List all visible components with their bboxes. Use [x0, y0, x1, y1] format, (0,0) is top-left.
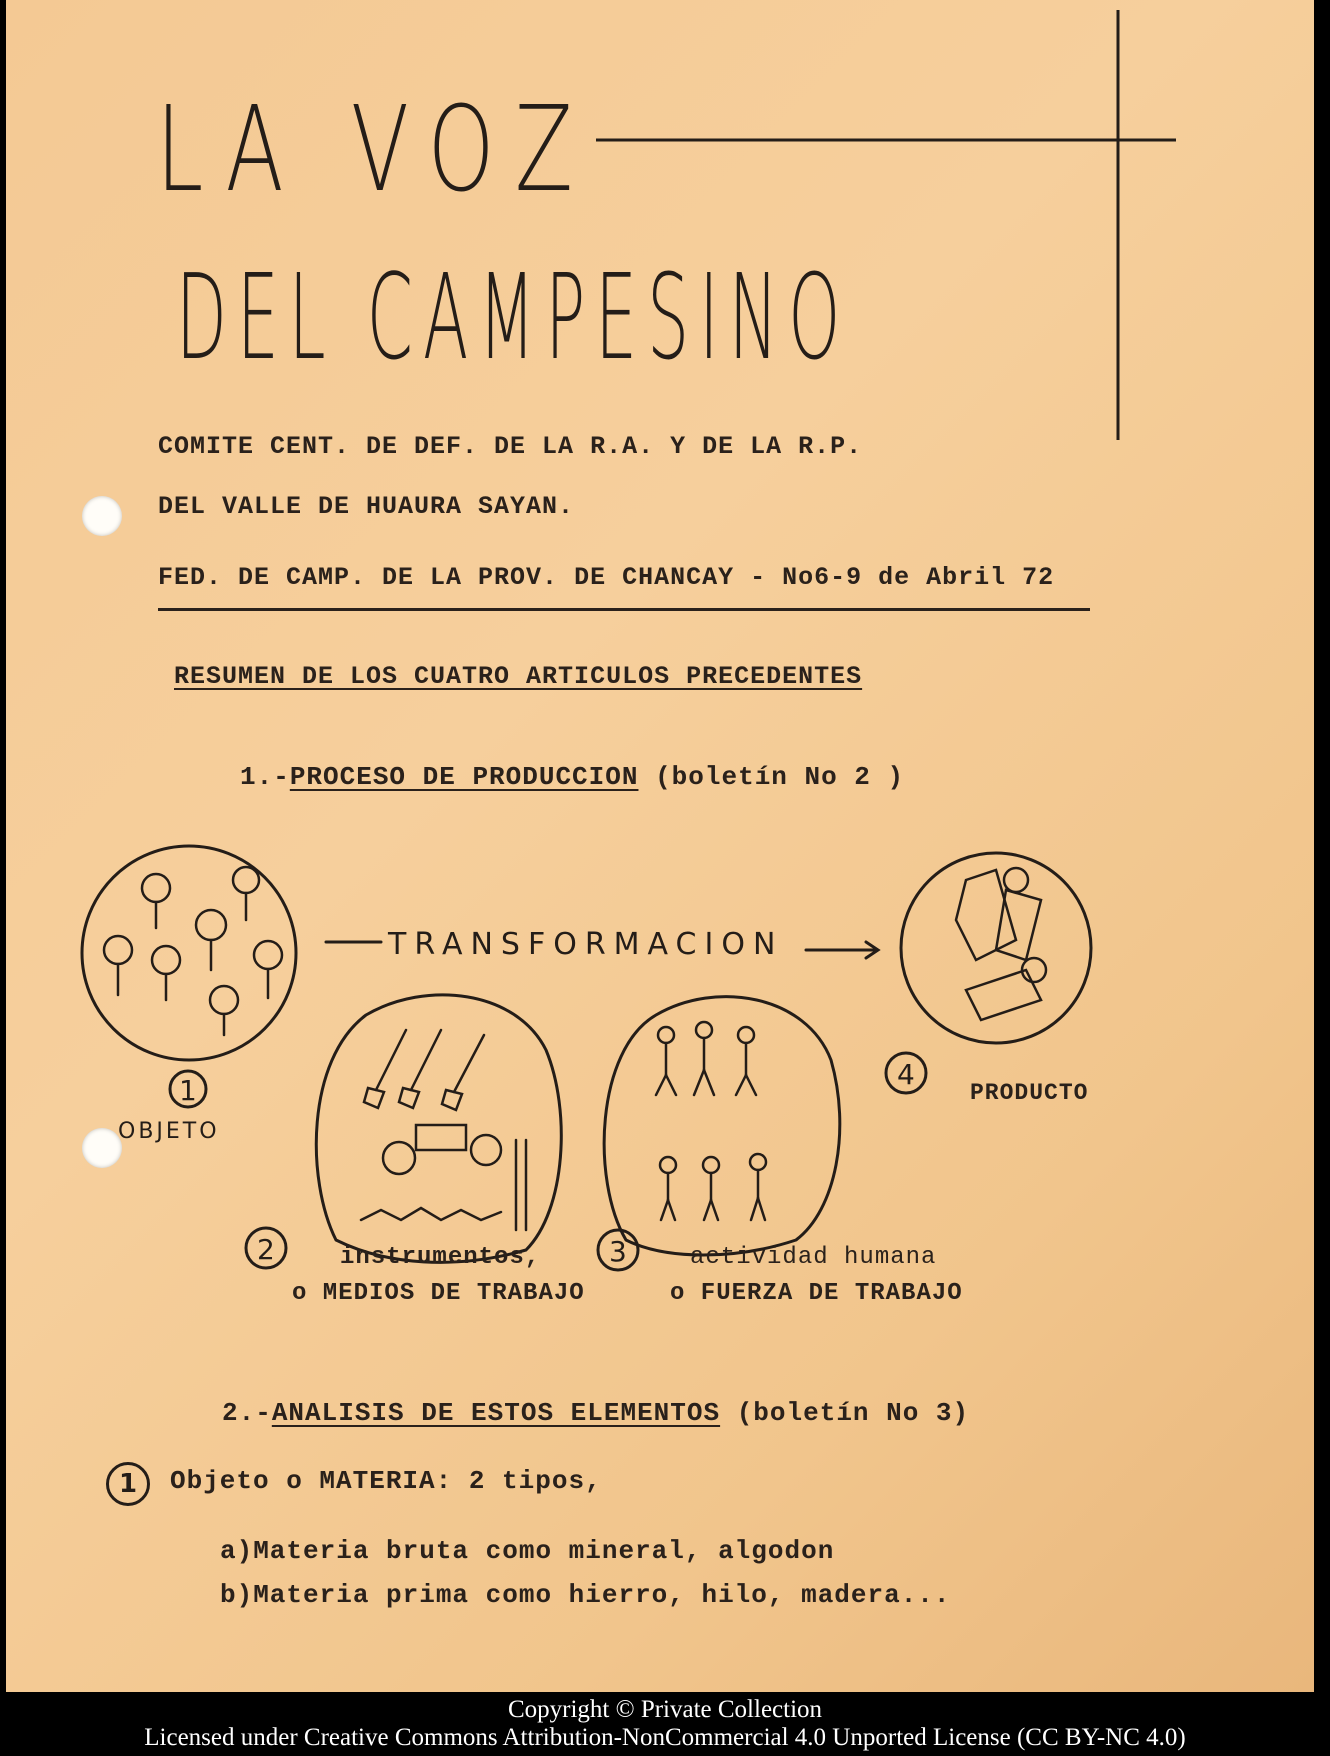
masthead-line1: LA VOZ	[156, 80, 594, 218]
tools-icon	[361, 1030, 526, 1230]
item1-b: b)Materia prima como hierro, hilo, madera...	[220, 1580, 951, 1610]
header-line1: COMITE CENT. DE DEF. DE LA R.A. Y DE LA R.P.	[158, 432, 863, 461]
workers-icon	[656, 1022, 766, 1220]
objeto-circle	[82, 846, 296, 1060]
trees-icon	[104, 867, 282, 1035]
punch-hole-top	[82, 496, 122, 536]
number-4: 4	[897, 1058, 915, 1091]
header-rule	[158, 608, 1090, 611]
masthead-cross-lines	[6, 0, 1314, 460]
section2-title: ANALISIS DE ESTOS ELEMENTOS	[271, 1398, 721, 1428]
header-line3: FED. DE CAMP. DE LA PROV. DE CHANCAY - No6-9 de Abril 72	[158, 563, 1055, 592]
actividad-bubble	[604, 997, 840, 1255]
section2-ref: (boletín No 3)	[736, 1398, 970, 1428]
instrumentos-label: instrumentos,	[340, 1244, 541, 1271]
item1-a: a)Materia bruta como mineral, algodon	[220, 1536, 835, 1566]
product-icon	[956, 868, 1046, 1020]
transformation-label: TRANSFORMACION	[388, 927, 784, 962]
item1-number-circle	[106, 1462, 150, 1506]
section1-ref: (boletín No 2 )	[655, 762, 905, 792]
section2-heading	[222, 1398, 969, 1428]
actividad-label: actividad humana	[690, 1244, 937, 1271]
item1-number: 1	[118, 1469, 138, 1499]
section2-number: 2.-	[222, 1398, 272, 1428]
production-diagram	[6, 830, 1314, 1350]
summary-title: RESUMEN DE LOS CUATRO ARTICULOS PRECEDENTES	[174, 662, 863, 691]
license-line: Licensed under Creative Commons Attribution-NonCommercial 4.0 Unported License (CC BY-NC 4.0)	[144, 1724, 1186, 1751]
medios-label: o MEDIOS DE TRABAJO	[292, 1280, 585, 1307]
section1-title: PROCESO DE PRODUCCION	[289, 762, 639, 792]
section1-heading	[240, 762, 904, 792]
objeto-label: OBJETO	[118, 1119, 220, 1144]
section1-number: 1.-	[240, 762, 290, 792]
number-1: 1	[179, 1074, 197, 1107]
header-line2: DEL VALLE DE HUAURA SAYAN.	[158, 492, 575, 521]
item1-text: Objeto o MATERIA: 2 tipos,	[170, 1466, 602, 1496]
producto-label: PRODUCTO	[970, 1080, 1089, 1106]
number-3: 3	[609, 1235, 627, 1268]
masthead-line2: DEL CAMPESINO	[176, 248, 851, 386]
number-2: 2	[257, 1233, 275, 1266]
copyright-line: Copyright © Private Collection	[507, 1696, 823, 1723]
document-page	[6, 0, 1314, 1692]
fuerza-label: o FUERZA DE TRABAJO	[670, 1280, 963, 1307]
